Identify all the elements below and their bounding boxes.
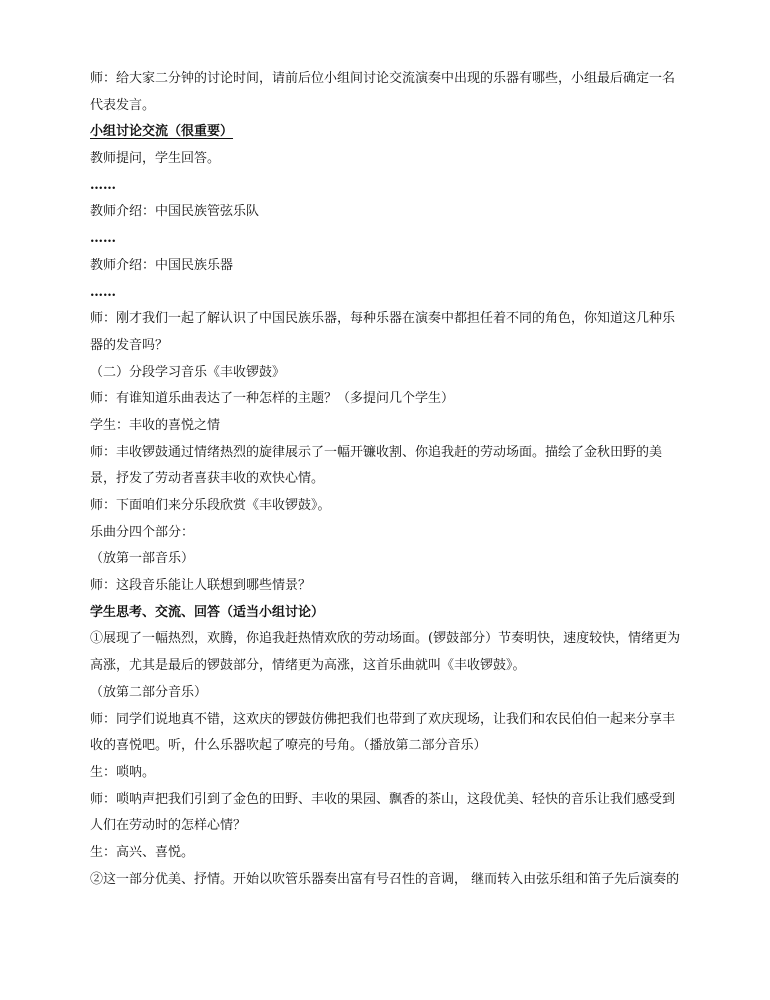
text-line: 师：丰收锣鼓通过情绪热烈的旋律展示了一幅开镰收割、你追我赶的劳动场面。描绘了金秋田野的美 (90, 444, 663, 460)
text-line: 学生：丰收的喜悦之情 (90, 417, 221, 433)
text-line: 师：给大家二分钟的讨论时间，请前后位小组间讨论交流演奏中出现的乐器有哪些，小组最后确定一名 (90, 71, 676, 86)
text-line: 高涨，尤其是最后的锣鼓部分，情绪更为高涨，这首乐曲就叫《丰收锣鼓》。 (90, 658, 526, 674)
text-line: （放第一部音乐） (90, 551, 195, 567)
text-line: 生：高兴、喜悦。 (90, 844, 195, 860)
text-line: 学生思考、交流、回答（适当小组讨论） (90, 604, 325, 620)
text-line: （放第二部分音乐） (90, 684, 208, 700)
text-line: ①展现了一幅热烈，欢腾，你追我赶热情欢欣的劳动场面。(锣鼓部分）节奏明快，速度较快，情绪更为 (90, 631, 681, 647)
text-line: 代表发言。 (90, 97, 156, 113)
text-line: 小组讨论交流（很重要） (90, 124, 234, 140)
text-line: …… (90, 177, 116, 193)
text-line: 师：这段音乐能让人联想到哪些情景？ (90, 578, 312, 594)
text-line: 收的喜悦吧。听，什么乐器吹起了嘹亮的号角。（播放第二部分音乐） (90, 738, 487, 754)
text-line: …… (90, 284, 116, 300)
document-page (90, 66, 720, 893)
text-line: 师：刚才我们一起了解认识了中国民族乐器，每种乐器在演奏中都担任着不同的角色，你知道这几种乐 (90, 311, 676, 327)
text-line: …… (90, 231, 116, 247)
text-line: 人们在劳动时的怎样心情？ (90, 818, 247, 834)
text-line: 师：同学们说地真不错，这欢庆的锣鼓仿佛把我们也带到了欢庆现场，让我们和农民伯伯一起来分享丰 (90, 711, 676, 727)
text-line: 生：唢呐。 (90, 764, 156, 780)
text-line: 师：有谁知道乐曲表达了一种怎样的主题？（多提问几个学生） (90, 391, 455, 407)
text-line: （二）分段学习音乐《丰收锣鼓》 (90, 364, 286, 380)
text-line: 师：下面咱们来分乐段欣赏《丰收锣鼓》。 (90, 498, 331, 513)
text-line: 景，抒发了劳动者喜获丰收的欢快心情。 (90, 471, 325, 487)
text-line: 乐曲分四个部分： (90, 524, 195, 540)
text-line: 师：唢呐声把我们引到了金色的田野、丰收的果园、飘香的茶山，这段优美、轻快的音乐让我们感受到 (90, 791, 676, 807)
text-line: ②这一部分优美、抒情。开始以吹管乐器奏出富有号召性的音调， 继而转入由弦乐组和笛子先后演奏的 (90, 871, 680, 887)
text-line: 教师介绍：中国民族管弦乐队 (90, 204, 260, 220)
text-line: 教师介绍：中国民族乐器 (90, 257, 234, 273)
text-line: 教师提问，学生回答。 (90, 151, 221, 167)
text-line: 器的发音吗？ (90, 337, 169, 353)
